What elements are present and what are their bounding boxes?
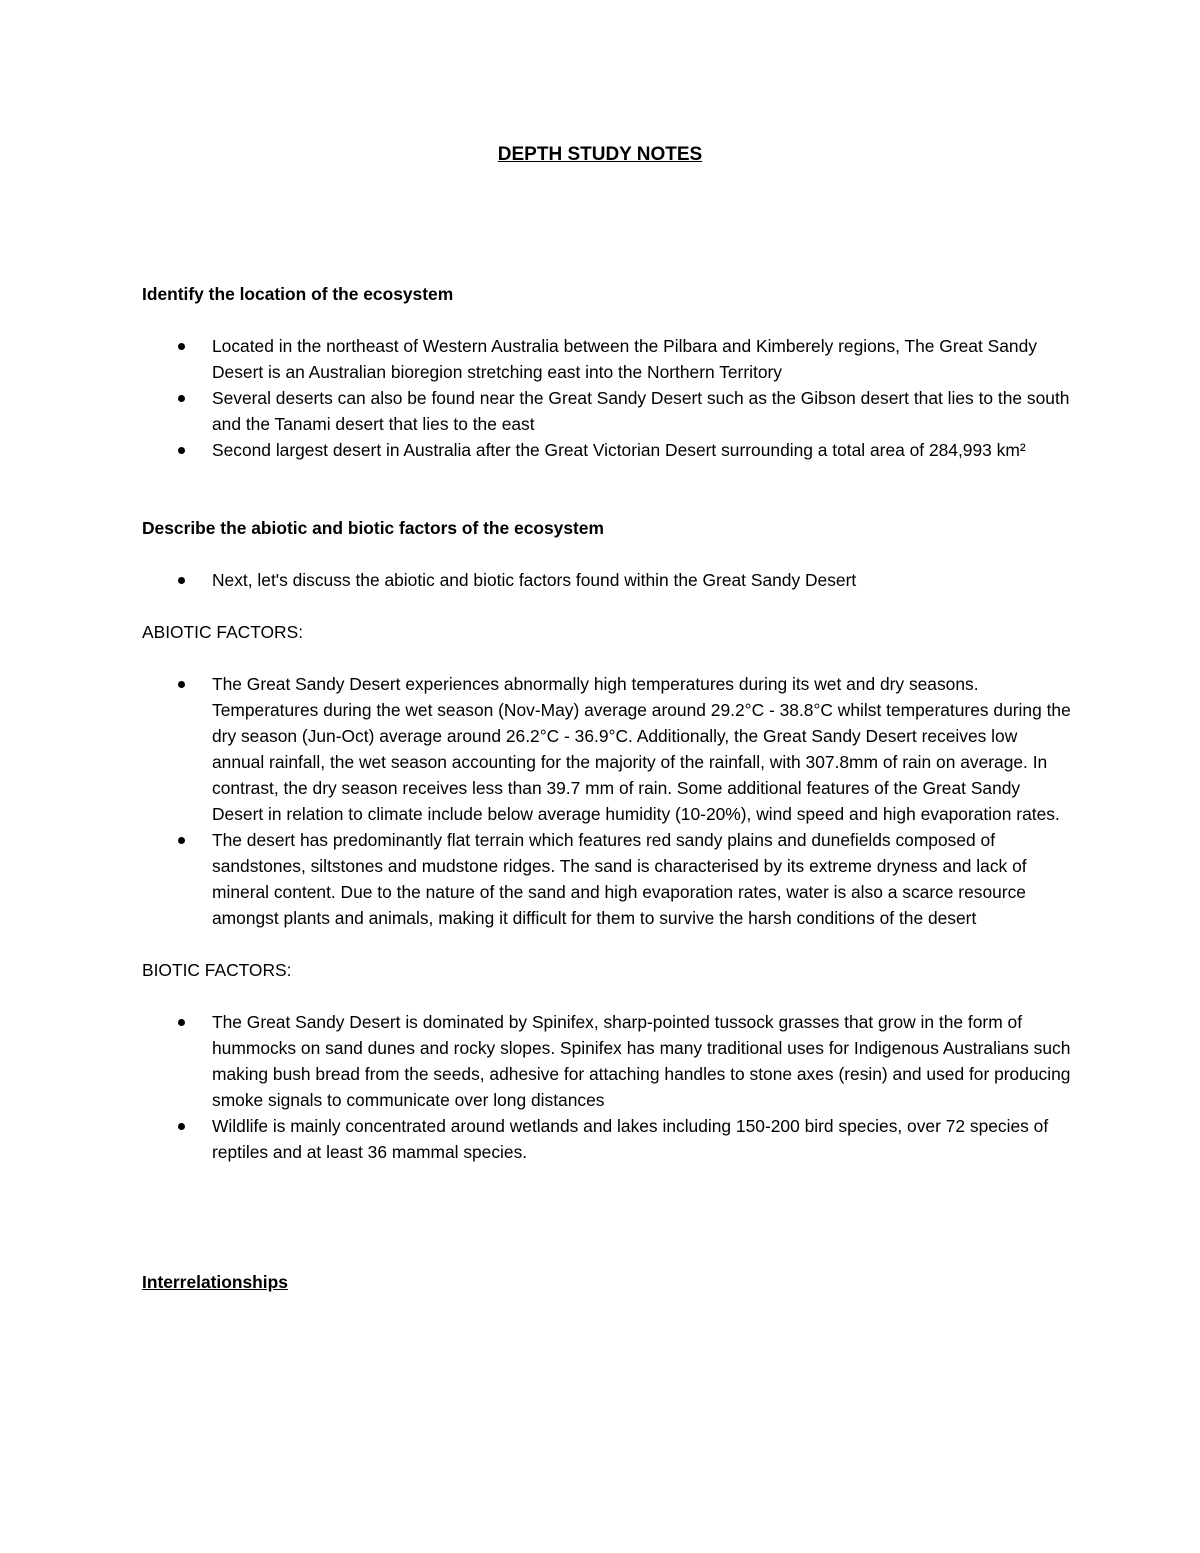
list-item: The Great Sandy Desert experiences abnormally high temperatures during its wet and dry seasons. Temperatures during the wet season (Nov-May) average around 29.2°C - 38.8°C whilst temperatures during the dry season (Jun-Oct) average around 26.2°C - 36.9°C. Additionally, the Great Sandy Desert receives low annual rainfall, the wet season accounting for the majority of the rainfall, with 307.8mm of rain on average. In contrast, the dry season receives less than 39.7 mm of rain. Some additional features of the Great Sandy Desert in relation to climate include below average humidity (10-20%), wind speed and high evaporation rates. bbox=[142, 671, 1072, 827]
bullet-icon bbox=[178, 395, 185, 402]
biotic-bullet-list bbox=[142, 1009, 1072, 1165]
list-item: Located in the northeast of Western Australia between the Pilbara and Kimberely regions, The Great Sandy Desert is an Australian bioregion stretching east into the Northern Territory bbox=[142, 333, 1072, 385]
abiotic-label: ABIOTIC FACTORS: bbox=[142, 622, 304, 642]
bullet-icon bbox=[178, 1123, 185, 1130]
abiotic-bullet-list bbox=[142, 671, 1072, 931]
list-item: The Great Sandy Desert is dominated by Spinifex, sharp-pointed tussock grasses that grow in the form of hummocks on sand dunes and rocky slopes. Spinifex has many traditional uses for Indigenous Australians such making bush bread from the seeds, adhesive for attaching handles to stone axes (resin) and used for producing smoke signals to communicate over long distances bbox=[142, 1009, 1072, 1113]
list-item: Wildlife is mainly concentrated around wetlands and lakes including 150-200 bird species, over 72 species of reptiles and at least 36 mammal species. bbox=[142, 1113, 1072, 1165]
section-heading-location: Identify the location of the ecosystem bbox=[142, 284, 454, 304]
bullet-icon bbox=[178, 837, 185, 844]
bullet-icon bbox=[178, 447, 185, 454]
bullet-icon bbox=[178, 577, 185, 584]
bullet-icon bbox=[178, 1019, 185, 1026]
location-bullet-list bbox=[142, 333, 1072, 463]
document-body bbox=[142, 281, 1072, 1295]
list-item: Next, let's discuss the abiotic and biotic factors found within the Great Sandy Desert bbox=[142, 567, 1072, 593]
list-item: The desert has predominantly flat terrain which features red sandy plains and dunefields composed of sandstones, siltstones and mudstone ridges. The sand is characterised by its extreme dryness and lack of mineral content. Due to the nature of the sand and high evaporation rates, water is also a scarce resource amongst plants and animals, making it difficult for them to survive the harsh conditions of the desert bbox=[142, 827, 1072, 931]
biotic-label: BIOTIC FACTORS: bbox=[142, 960, 292, 980]
list-item: Second largest desert in Australia after the Great Victorian Desert surrounding a total area of 284,993 km² bbox=[142, 437, 1072, 463]
factors-bullet-list bbox=[142, 567, 1072, 593]
section-heading-interrelationships: Interrelationships bbox=[142, 1272, 288, 1292]
list-item: Several deserts can also be found near the Great Sandy Desert such as the Gibson desert that lies to the south and the Tanami desert that lies to the east bbox=[142, 385, 1072, 437]
bullet-icon bbox=[178, 681, 185, 688]
section-heading-factors: Describe the abiotic and biotic factors of the ecosystem bbox=[142, 518, 604, 538]
bullet-icon bbox=[178, 343, 185, 350]
document-title: DEPTH STUDY NOTES bbox=[497, 144, 703, 165]
